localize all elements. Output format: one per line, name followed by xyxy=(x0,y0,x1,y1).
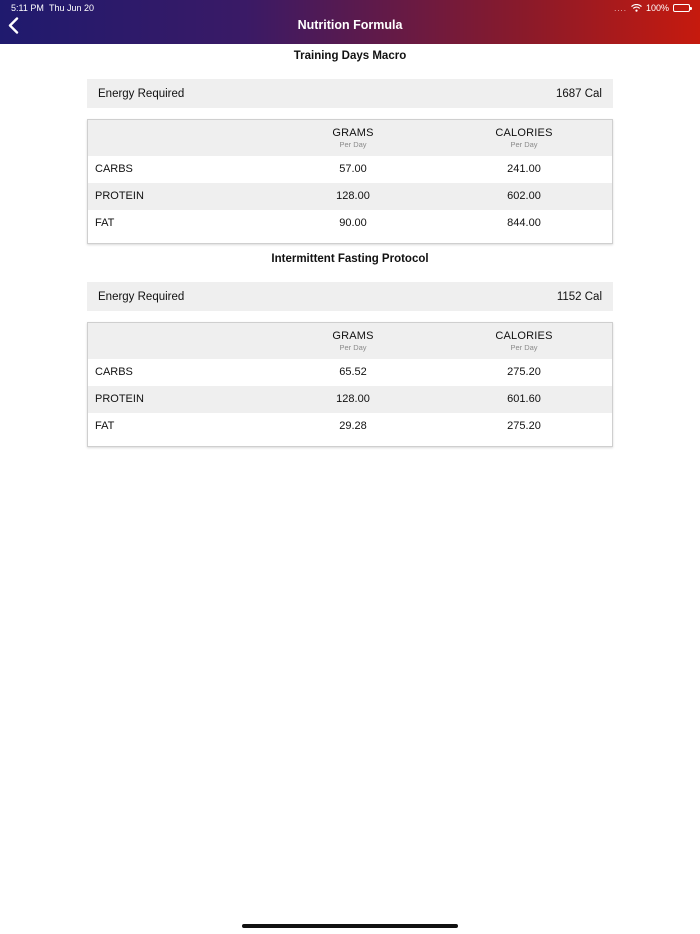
table-row xyxy=(88,386,612,413)
calories-value: 241.00 xyxy=(507,163,541,175)
macro-name: PROTEIN xyxy=(95,190,144,202)
table-row xyxy=(88,413,612,440)
energy-label: Energy Required xyxy=(98,87,185,100)
battery-percent: 100% xyxy=(645,3,669,13)
home-indicator[interactable] xyxy=(242,924,458,928)
grams-value: 29.28 xyxy=(339,420,367,432)
macro-table xyxy=(87,119,613,244)
section-title: Training Days Macro xyxy=(293,50,407,62)
macro-name: FAT xyxy=(95,217,115,229)
grams-value: 128.00 xyxy=(336,393,370,405)
energy-required-row xyxy=(87,79,613,108)
app-header xyxy=(0,0,700,44)
cellular-signal-icon: .... xyxy=(614,3,627,13)
grams-value: 65.52 xyxy=(339,366,367,378)
section-title: Intermittent Fasting Protocol xyxy=(271,253,429,265)
status-indicators xyxy=(614,3,690,13)
grams-value: 57.00 xyxy=(339,163,367,175)
status-time: 5:11 PM xyxy=(11,3,44,13)
grams-value: 90.00 xyxy=(339,217,367,229)
calories-column-header: CALORIES Per Day xyxy=(495,330,553,352)
macro-name: FAT xyxy=(95,420,115,432)
macro-table xyxy=(87,322,613,447)
grams-value: 128.00 xyxy=(336,190,370,202)
calories-value: 602.00 xyxy=(507,190,541,202)
calories-value: 601.60 xyxy=(507,393,541,405)
energy-value: 1687 Cal xyxy=(555,87,602,100)
macro-name: CARBS xyxy=(95,366,133,378)
wifi-icon xyxy=(631,4,642,12)
energy-label: Energy Required xyxy=(98,290,185,303)
table-header xyxy=(88,323,612,359)
page-title: Nutrition Formula xyxy=(297,18,403,32)
calories-value: 275.20 xyxy=(507,420,541,432)
status-date: Thu Jun 20 xyxy=(49,3,95,13)
macro-name: PROTEIN xyxy=(95,393,144,405)
energy-value: 1152 Cal xyxy=(556,290,602,303)
battery-icon xyxy=(673,4,690,12)
macro-name: CARBS xyxy=(95,163,133,175)
table-row xyxy=(88,359,612,386)
calories-column-header: CALORIES Per Day xyxy=(495,127,553,149)
table-header xyxy=(88,120,612,156)
grams-column-header: GRAMS Per Day xyxy=(332,330,374,352)
table-row xyxy=(88,156,612,183)
calories-value: 275.20 xyxy=(507,366,541,378)
grams-column-header: GRAMS Per Day xyxy=(332,127,374,149)
table-row xyxy=(88,210,612,237)
energy-required-row xyxy=(87,282,613,311)
calories-value: 844.00 xyxy=(507,217,541,229)
table-row xyxy=(88,183,612,210)
